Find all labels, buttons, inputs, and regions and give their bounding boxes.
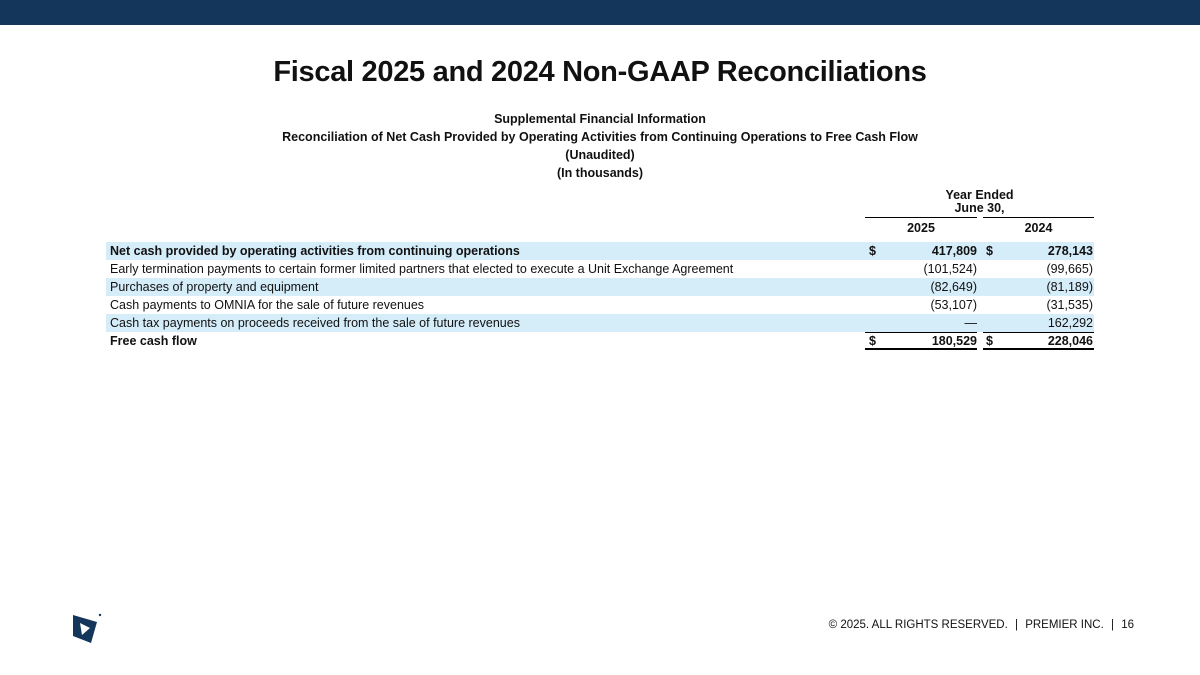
table-row	[106, 242, 1094, 260]
value-2025: (82,649)	[930, 280, 977, 294]
table-row	[106, 296, 1094, 314]
value-2024: 162,292	[1047, 316, 1093, 330]
period-header-line2: June 30,	[954, 201, 1005, 215]
row-label: Net cash provided by operating activities from continuing operations	[110, 244, 520, 258]
period-header-line1: Year Ended	[945, 188, 1014, 202]
subtitle-reconciliation: Reconciliation of Net Cash Provided by Operating Activities from Continuing Operations to Free Cash Flow	[282, 130, 918, 144]
footer-copyright: © 2025. ALL RIGHTS RESERVED.	[828, 619, 1008, 631]
value-2024: (81,189)	[1046, 280, 1093, 294]
value-2025: (53,107)	[930, 298, 977, 312]
currency-symbol: $	[986, 334, 993, 348]
footer-company: PREMIER INC.	[1025, 619, 1104, 631]
premier-logo-icon	[70, 612, 104, 646]
subtitle-supplemental: Supplemental Financial Information	[494, 112, 706, 126]
table-subtitles	[0, 110, 1200, 182]
currency-symbol: $	[869, 244, 876, 258]
reconciliation-table	[106, 242, 1094, 350]
page-title: Fiscal 2025 and 2024 Non-GAAP Reconciliations	[273, 56, 927, 88]
row-label: Early termination payments to certain former limited partners that elected to execute a Unit Exchange Agreement	[110, 262, 734, 276]
column-header-2024: 2024	[983, 217, 1094, 237]
table-row	[106, 260, 1094, 278]
value-2024: 278,143	[1047, 244, 1093, 258]
value-2025: 417,809	[931, 244, 977, 258]
row-label: Purchases of property and equipment	[110, 280, 319, 294]
column-header-2025: 2025	[865, 217, 977, 237]
value-2025: (101,524)	[923, 262, 977, 276]
table-row-total	[106, 332, 1094, 350]
value-2024: (99,665)	[1046, 262, 1093, 276]
value-2024: (31,535)	[1046, 298, 1093, 312]
footer	[829, 619, 1134, 631]
value-2025: 180,529	[931, 334, 977, 348]
table-row	[106, 314, 1094, 332]
row-label: Cash tax payments on proceeds received from the sale of future revenues	[110, 316, 520, 330]
currency-symbol: $	[869, 334, 876, 348]
footer-separator: |	[1015, 619, 1018, 631]
row-label: Free cash flow	[110, 334, 197, 348]
top-banner	[0, 0, 1200, 25]
row-label: Cash payments to OMNIA for the sale of future revenues	[110, 298, 425, 312]
value-2025: —	[964, 316, 977, 330]
subtitle-units: (In thousands)	[556, 166, 644, 180]
currency-symbol: $	[986, 244, 993, 258]
page-number: 16	[1121, 619, 1134, 631]
table-row	[106, 278, 1094, 296]
footer-separator: |	[1111, 619, 1114, 631]
subtitle-unaudited: (Unaudited)	[565, 148, 635, 162]
value-2024: 228,046	[1047, 334, 1093, 348]
period-header	[865, 189, 1094, 215]
